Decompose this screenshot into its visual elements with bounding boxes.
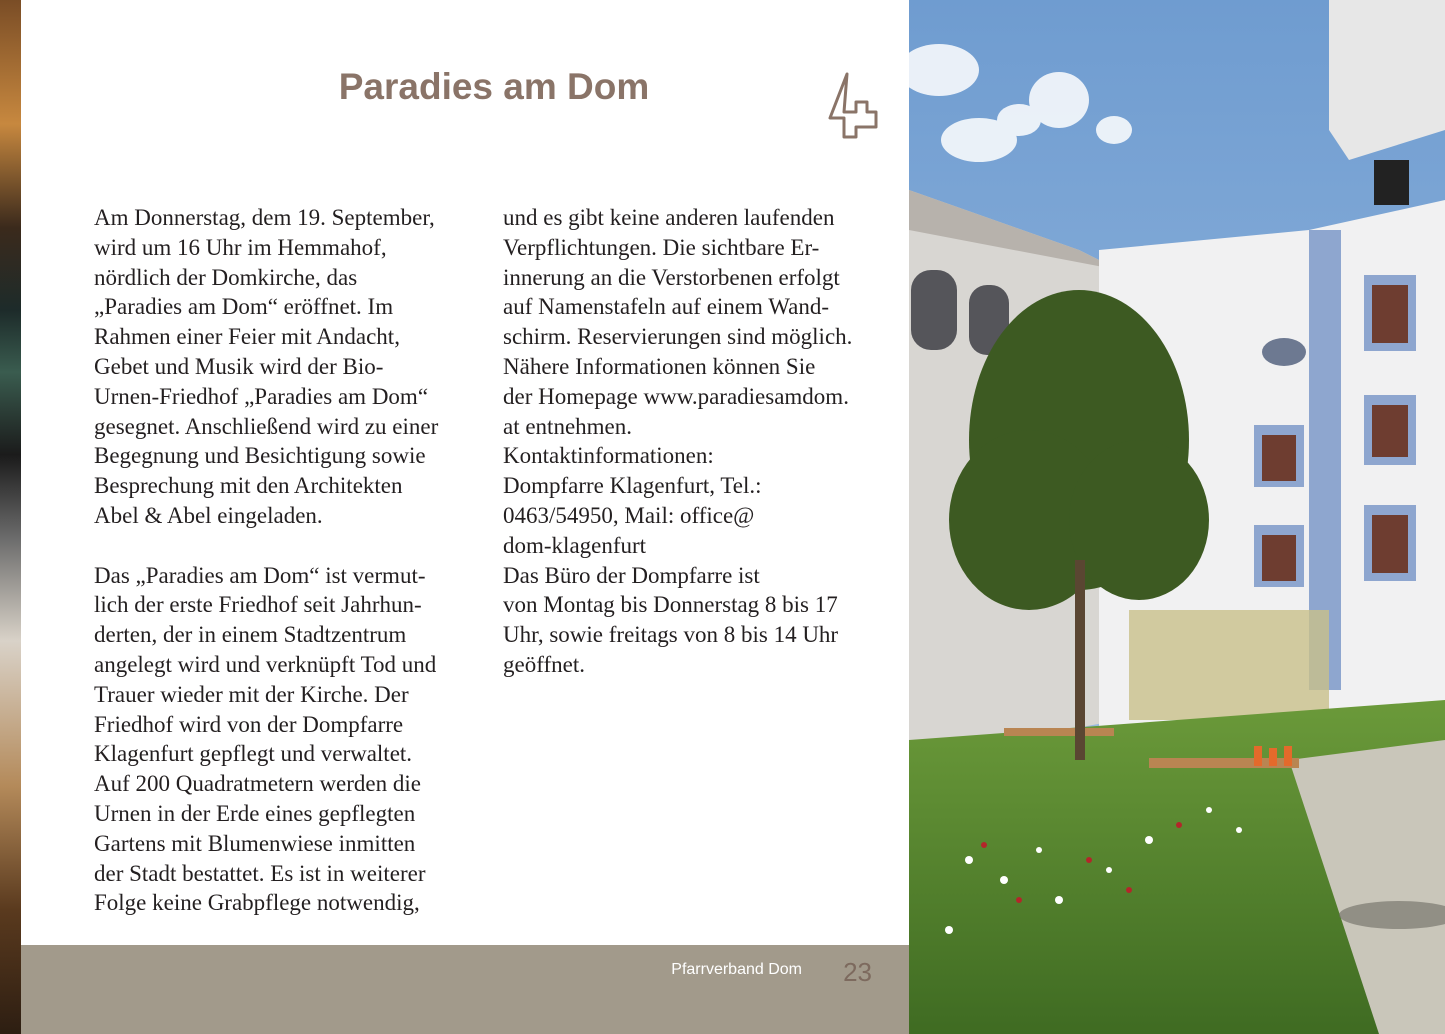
text-line: auf Namenstafeln auf einem Wand- [503,294,829,320]
office-hours-line: Uhr, sowie freitags von 8 bis 14 Uhr [503,622,839,648]
text-line: Urnen-Friedhof „Paradies am Dom“ [94,383,429,409]
text-line: Trauer wieder mit der Kirche. Der [94,681,409,707]
article-paragraph-2 [94,561,474,919]
text-line: derten, der in einem Stadtzentrum [94,622,407,648]
text-line: at entnehmen. [503,413,633,439]
text-line: Rahmen einer Feier mit Andacht, [94,324,400,350]
text-line: Das „Paradies am Dom“ ist vermut- [94,562,426,588]
text-line: Begegnung und Besichtigung sowie [94,443,426,469]
page-number: 23 [843,957,872,987]
contact-line: 0463/54950, Mail: office@ [503,502,755,528]
office-hours-line: von Montag bis Donnerstag 8 bis 17 [503,592,838,618]
text-line: Folge keine Grabpflege notwendig, [94,890,420,916]
text-line: innerung an die Verstorbenen erfolgt [503,264,840,290]
text-line: Klagenfurt gepflegt und verwaltet. [94,741,413,767]
text-line: Abel & Abel eingeladen. [94,502,323,528]
courtyard-rendering-image [909,0,1445,1034]
text-line: nördlich der Domkirche, das [94,264,358,290]
page-footer [21,945,909,1034]
text-line: lich der erste Friedhof seit Jahrhun- [94,592,422,618]
text-line: und es gibt keine anderen laufenden [503,205,835,230]
text-line: Auf 200 Quadratmetern werden die [94,771,421,797]
text-line: Urnen in der Erde eines gepflegten [94,800,416,826]
article-paragraph-3 [503,203,893,680]
text-line: gesegnet. Anschließend wird zu einer [94,413,439,439]
article-column-2 [503,203,893,680]
courtyard-illustration [909,0,1445,1034]
article-page [21,0,909,1034]
footer-publication-label: Pfarrverband Dom [671,961,802,978]
office-hours-line: geöffnet. [503,651,585,677]
cross-four-logo-icon [827,70,883,144]
text-line: Friedhof wird von der Dompfarre [94,711,404,737]
previous-page-photo-strip [0,0,21,1034]
article-paragraph-1 [94,203,474,531]
text-line: Nähere Informationen können Sie [503,353,816,379]
text-line: angelegt wird und verknüpft Tod und [94,651,437,677]
text-line: wird um 16 Uhr im Hemmahof, [94,234,387,260]
office-hours-line: Das Büro der Dompfarre ist [503,562,760,588]
text-line: Besprechung mit den Architekten [94,473,403,499]
text-line: Verpflichtungen. Die sichtbare Er- [503,234,820,260]
text-line: Am Donnerstag, dem 19. September, [94,205,435,230]
text-line: schirm. Reservierungen sind möglich. [503,324,853,350]
text-line: der Homepage www.paradiesamdom. [503,383,849,409]
page-title: Paradies am Dom [338,66,650,107]
contact-line: Dompfarre Klagenfurt, Tel.: [503,473,762,499]
contact-line: dom-klagenfurt [503,532,647,558]
text-line: Gartens mit Blumenwiese inmitten [94,830,416,856]
text-line: Gebet und Musik wird der Bio- [94,353,384,379]
article-column-1 [94,203,474,918]
contact-heading: Kontaktinformationen: [503,443,714,469]
text-line: der Stadt bestattet. Es ist in weiterer [94,860,426,886]
text-line: „Paradies am Dom“ eröffnet. Im [94,294,394,320]
